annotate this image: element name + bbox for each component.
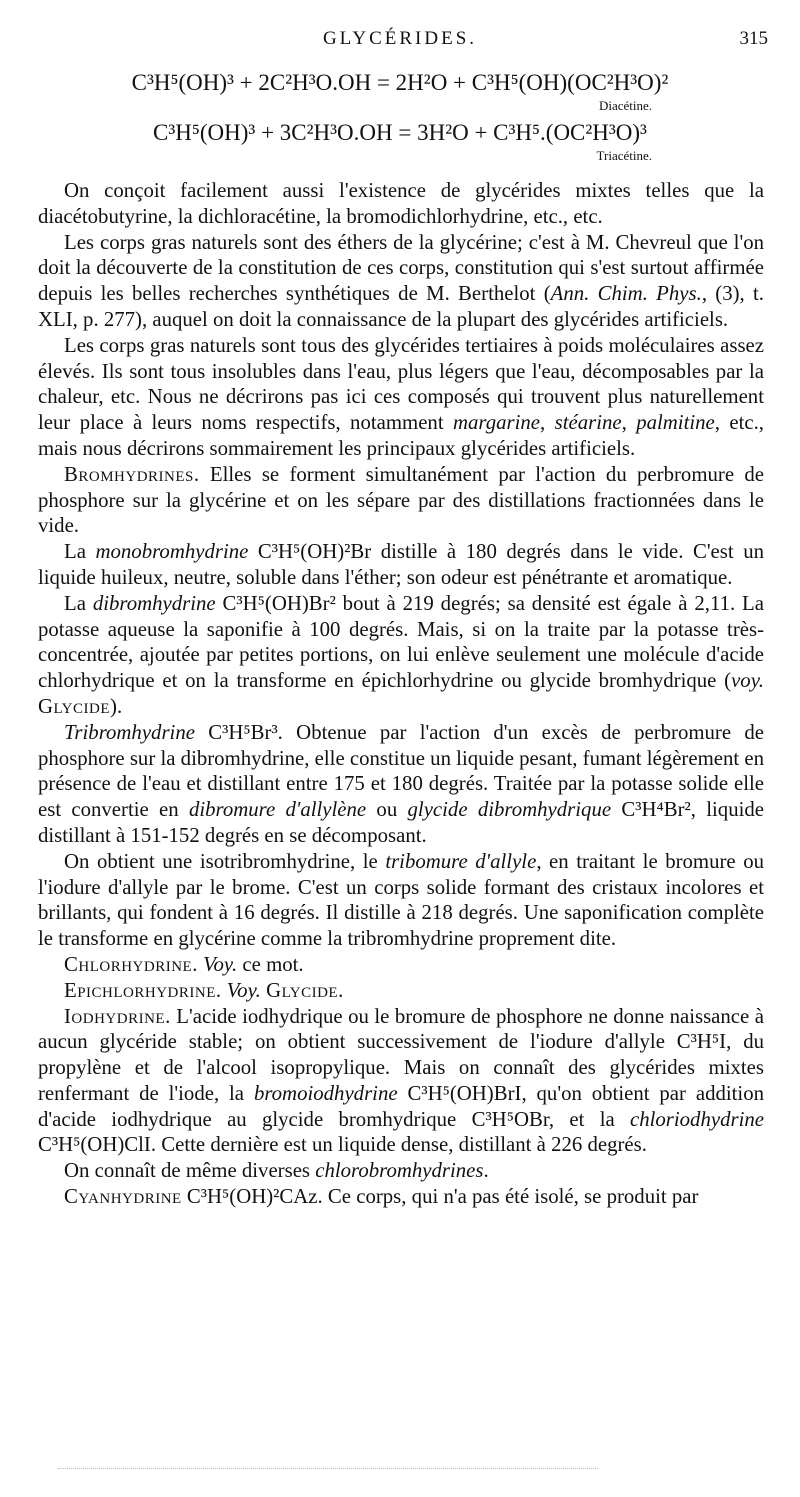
paragraph-monobromhydrine — [38, 539, 764, 591]
term-dibromhydrine: dibromhydrine — [92, 591, 216, 615]
equation-triacetine: C³H⁵(OH)³ + 3C²H³O.OH = 3H²O + C³H⁵.(OC²H³O)³ — [153, 120, 647, 145]
text: ). — [110, 694, 123, 718]
page-number: 315 — [739, 28, 768, 49]
text: Les corps gras naturels sont tous des glycérides tertiaires à poids moléculaires assez élevés. Ils sont tous insolubles dans l'eau, plus légers que l'eau, décomposables par la chaleur, etc. Nous ne décrirons pas ici ces composés qui trouvent plus naturellement leur place à leurs noms respectifs, notamment — [38, 333, 764, 435]
text: L'acide iodhydrique ou le bromure de phosphore ne donne naissance à aucun glycéride stable; on obtient successivement de l'iodure d'allyle C³H⁵I, du propylène et de l'alcool isopropylique. Mais on connaît des glycérides mixtes renfermant de l'iode, la — [38, 1004, 764, 1105]
equation-diacetine: C³H⁵(OH)³ + 2C²H³O.OH = 2H²O + C³H⁵(OH)(OC²H³O)² — [131, 70, 669, 95]
term-stearine: stéarine — [554, 411, 622, 435]
equation-label-triacetine: Triacétine. — [596, 148, 652, 163]
paragraph-iodhydrine — [38, 1004, 764, 1159]
citation-journal: Ann. Chim. Phys. — [550, 282, 702, 306]
term-glycide-dibromhydrique: glycide dibromhydrique — [407, 798, 612, 822]
text: La — [64, 591, 93, 615]
term-dibromure-allylene: dibromure d'allylène — [188, 798, 367, 822]
body-text — [38, 178, 764, 1210]
paragraph-glycerides-mixtes — [38, 178, 764, 230]
paragraph-corps-gras-ethers — [38, 230, 764, 333]
paragraph-isotribromhydrine — [38, 849, 764, 952]
entry-heading-cyanhydrine: Cyanhydrine — [64, 1185, 182, 1209]
text: . — [483, 1159, 489, 1183]
text: , etc., mais nous décrirons sommairement les principaux glycérides artificiels. — [38, 411, 764, 460]
term-chloriodhydrine: chloriodhydrine — [629, 1107, 764, 1131]
text: C³H⁵(OH)Br² bout à 219 degrés; sa densité est égale à 2,11. La potasse aqueuse la saponifie à 100 degrés. Mais, si on la traite par la potasse très-concentrée, ajoutée par petites portions, on lui enlève seulement une molécule d'acide chlorhydrique et on la transforme en épichlorhydrine ou glycide bromhydrique ( — [38, 591, 764, 693]
text: , en traitant le bromure ou l'iodure d'allyle par le brome. C'est un corps solide formant des cristaux incolores et brillants, qui fondent à 16 degrés. Il distille à 218 degrés. Une saponification complète le transforme en glycérine comme la tribromhydrine proprement dite. — [38, 849, 765, 951]
voy-abbrev: Voy. — [226, 978, 261, 1002]
equation-label-diacetine: Diacétine. — [598, 98, 652, 113]
paragraph-chlorhydrine — [38, 952, 764, 978]
text: ce mot. — [237, 952, 304, 976]
text: La — [64, 540, 96, 564]
paragraph-chlorobromhydrines — [38, 1158, 764, 1184]
text: C³H⁵Br³. Obtenue par l'action d'un excès de perbromure de phosphore sur la dibromhydrine, elle constitue un liquide pesant, fumant légèrement en présence de l'eau et distillant entre 175 et 180 degrés. Traitée par la potasse solide elle est convertie en — [38, 720, 764, 822]
text: C³H⁵(OH)BrI, qu'on obtient par addition d'acide iodhydrique au glycide bromhydrique C³H⁵OBr, et la — [38, 1081, 765, 1131]
text: ou — [366, 798, 408, 822]
term-chlorobromhydrines: chlorobromhydrines — [315, 1159, 484, 1183]
text: On connaît de même diverses — [64, 1159, 316, 1183]
text: C³H⁴Br², liquide distillant à 151-152 degrés en se décomposant. — [38, 798, 764, 847]
footer-rule — [58, 1468, 598, 1469]
term-bromoiodhydrine: bromoiodhydrine — [253, 1081, 398, 1105]
text: Elles se forment simultanément par l'action du perbromure de phosphore sur la glycérine et on les sépare par des distillations fractionnées dans le vide. — [38, 462, 764, 538]
text: , — [540, 411, 555, 435]
voy-abbrev: Voy. — [203, 952, 238, 976]
paragraph-dibromhydrine — [38, 591, 764, 720]
term-monobromhydrine: monobromhydrine — [95, 540, 249, 564]
paragraph-cyanhydrine — [38, 1184, 764, 1210]
term-palmitine: palmitine — [636, 411, 715, 435]
paragraph-glycerides-tertiaires — [38, 333, 764, 462]
entry-heading-chlorhydrine: Chlorhydrine. — [64, 952, 198, 976]
text: , — [621, 411, 637, 435]
term-tribromhydrine: Tribromhydrine — [64, 720, 195, 744]
running-head — [0, 28, 800, 58]
text: On obtient une isotribromhydrine, le — [64, 849, 386, 873]
text: C³H⁵(OH)²CAz. Ce corps, qui n'a pas été isolé, se produit par — [181, 1185, 699, 1209]
cross-ref-glycide: Glycide. — [266, 978, 344, 1002]
paragraph-epichlorhydrine — [38, 978, 764, 1004]
paragraph-bromhydrines — [38, 462, 764, 539]
cross-ref-glycide: Glycide — [38, 694, 111, 718]
paragraph-tribromhydrine — [38, 720, 764, 849]
entry-heading-iodhydrine: Iodhydrine. — [64, 1004, 171, 1028]
voy-abbrev: voy. — [731, 669, 764, 693]
text: C³H⁵(OH)²Br distille à 180 degrés dans le vide. C'est un liquide huileux, neutre, soluble dans l'éther; son odeur est pénétrante et aromatique. — [38, 540, 764, 589]
term-margarine: margarine — [452, 411, 541, 435]
text: , (3), t. XLI, p. 277), auquel on doit la connaissance de la plupart des glycérides artificiels. — [38, 282, 764, 331]
entry-heading-bromhydrines: Bromhydrines. — [64, 462, 200, 486]
term-tribomure-allyle: tribomure d'allyle — [385, 849, 537, 873]
running-title: GLYCÉRIDES. — [322, 28, 478, 49]
text: Les corps gras naturels sont des éthers de la glycérine; c'est à M. Chevreul que l'on doit la découverte de la constitution de ces corps, constitution qui s'est surtout affirmée depuis les belles recherches synthétiques de M. Berthelot ( — [38, 230, 764, 306]
text: C³H⁵(OH)ClI. Cette dernière est un liquide dense, distillant à 226 degrés. — [38, 1133, 647, 1157]
text: On conçoit facilement aussi l'existence de glycérides mixtes telles que la diacétobutyrine, la dichloracétine, la bromodichlorhydrine, etc., etc. — [38, 179, 764, 228]
entry-heading-epichlorhydrine: Epichlorhydrine. — [64, 978, 222, 1002]
